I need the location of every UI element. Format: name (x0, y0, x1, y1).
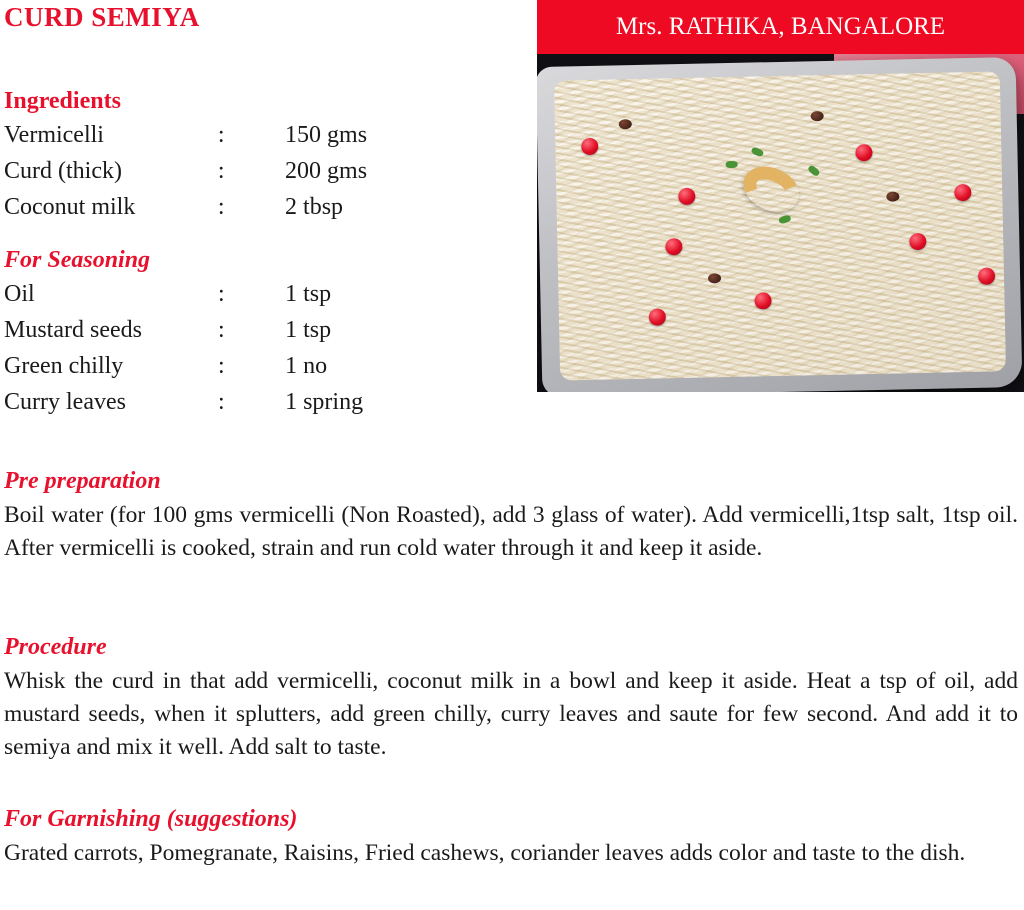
ingredient-name: Curry leaves (4, 389, 126, 416)
ingredient-name: Green chilly (4, 353, 124, 380)
table-row (4, 312, 444, 348)
pre-preparation-text: Boil water (for 100 gms vermicelli (Non Roasted), add 3 glass of water). Add vermicelli,1tsp salt, 1tsp oil. After vermicelli is cooked, strain and run cold water through it and keep it aside. (4, 502, 1018, 562)
seasoning-table (4, 276, 444, 420)
coriander-leaf (726, 161, 738, 168)
separator: : (217, 353, 225, 380)
separator: : (217, 122, 225, 148)
separator: : (217, 317, 225, 344)
ingredient-quantity: 1 spring (285, 389, 364, 416)
table-row (4, 276, 444, 312)
noodle-texture (554, 71, 1006, 380)
table-row (4, 189, 444, 225)
serving-tray (537, 57, 1022, 392)
separator: : (217, 281, 225, 308)
procedure-section (4, 634, 1018, 764)
ingredients-table (4, 117, 444, 225)
ingredients-heading: Ingredients (4, 88, 121, 114)
table-row (4, 348, 444, 384)
pre-preparation-heading: Pre preparation (4, 468, 161, 494)
ingredient-quantity: 1 tsp (285, 281, 332, 308)
ingredient-name: Coconut milk (4, 194, 136, 221)
ingredient-name: Curd (thick) (4, 158, 122, 185)
table-row (4, 153, 444, 189)
ingredient-name: Vermicelli (4, 122, 104, 148)
ingredient-quantity: 150 gms (285, 122, 368, 148)
procedure-heading: Procedure (4, 634, 107, 660)
ingredient-quantity: 2 tbsp (285, 194, 344, 221)
ingredient-quantity: 200 gms (285, 158, 368, 185)
garnishing-heading: For Garnishing (suggestions) (4, 806, 298, 832)
garnishing-section (4, 806, 1018, 870)
table-row (4, 117, 444, 153)
garnishing-text: Grated carrots, Pomegranate, Raisins, Fried cashews, coriander leaves adds color and taste to the dish. (4, 840, 966, 866)
ingredient-quantity: 1 tsp (285, 317, 332, 344)
photo-credit-bar (537, 0, 1024, 54)
ingredient-name: Oil (4, 281, 35, 308)
pre-preparation-section (4, 468, 1018, 565)
spacer (4, 225, 524, 247)
page-title: CURD SEMIYA (4, 2, 200, 32)
ingredients-column (4, 88, 524, 421)
seasoning-heading: For Seasoning (4, 247, 151, 274)
ingredient-quantity: 1 no (285, 353, 328, 380)
ingredient-name: Mustard seeds (4, 317, 142, 344)
separator: : (217, 389, 225, 416)
separator: : (217, 158, 225, 185)
vermicelli-surface (554, 71, 1006, 380)
dish-photo (537, 54, 1024, 392)
procedure-text: Whisk the curd in that add vermicelli, coconut milk in a bowl and keep it aside. Heat a tsp of oil, add mustard seeds, when it splutters, add green chilly, curry leaves and saute for few second. And add it to semiya and mix it well. Add salt to taste. (4, 668, 1018, 761)
photo-credit-text: Mrs. RATHIKA, BANGALORE (615, 13, 946, 40)
table-row (4, 384, 444, 420)
dish-photo-block (537, 0, 1024, 392)
separator: : (217, 194, 225, 221)
